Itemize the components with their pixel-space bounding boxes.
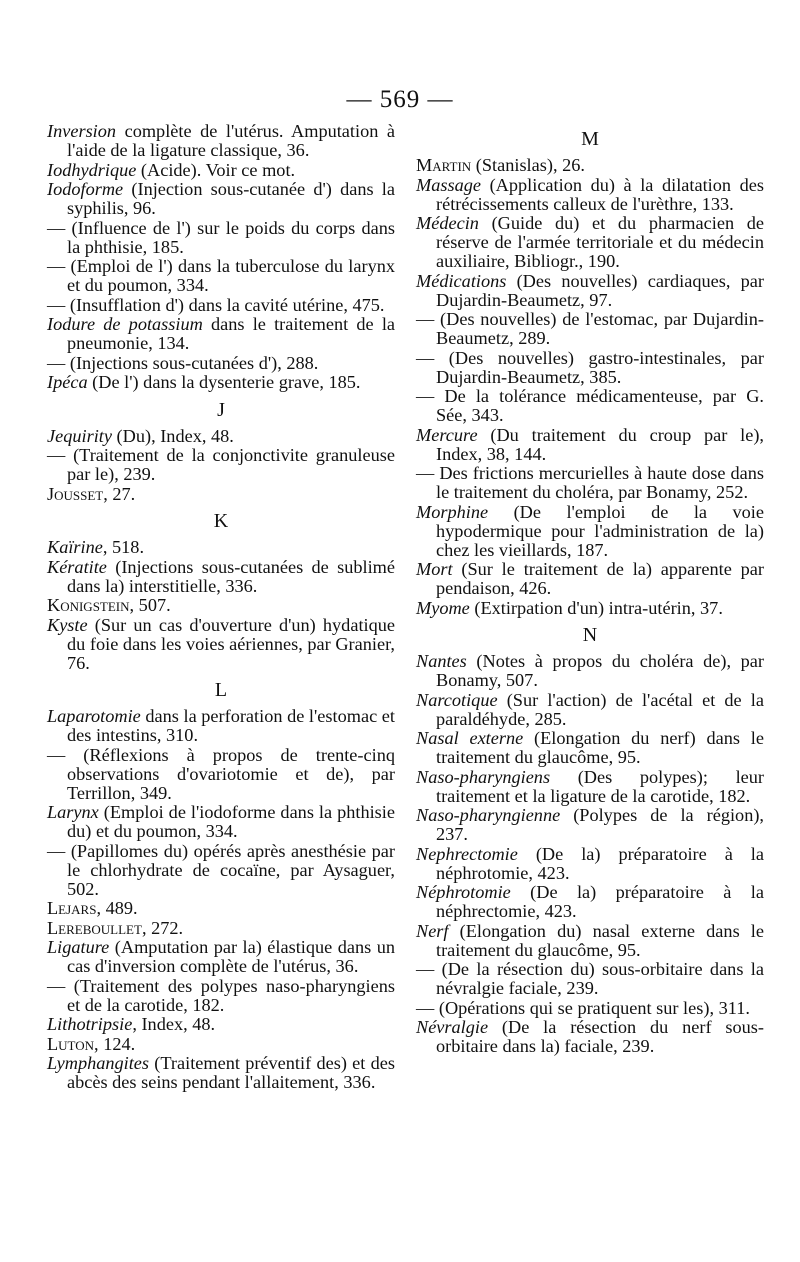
entry-text: — (Des nouvelles) gastro-intestinales, par Dujardin-Beaumetz, 385. <box>416 347 764 387</box>
entry-text: (Elongation du nerf) dans le traitement du glaucôme, 95. <box>436 728 764 767</box>
index-entry <box>416 806 764 844</box>
index-entry <box>416 768 764 806</box>
entry-text: , 518. <box>102 537 145 557</box>
entry-text: (Sur un cas d'ouverture d'un) hydatique du foie dans les voies aériennes, par Granier, 76. <box>67 614 395 673</box>
entry-headword: Kaïrine <box>47 537 103 557</box>
entry-headword: Laparotomie <box>47 706 141 726</box>
entry-text: — (Traitement des polypes naso-pharyngiens et de la carotide, 182. <box>47 975 395 1015</box>
entry-text: (Polypes de la région), 237. <box>436 805 764 844</box>
entry-text: (De la) préparatoire à la néphrotomie, 423. <box>436 843 764 883</box>
entry-text: — (Influence de l') sur le poids du corps dans la phthisie, 185. <box>47 217 395 257</box>
entry-text: (Des nouvelles) cardiaques, par Dujardin-Beaumetz, 97. <box>436 270 764 310</box>
entry-text: (Notes à propos du choléra de), par Bonamy, 507. <box>436 651 764 690</box>
index-entry <box>47 977 395 1015</box>
index-entry <box>47 257 395 295</box>
entry-text: (Injection sous-cutanée d') dans la syphilis, 96. <box>67 179 395 218</box>
entry-text: (Acide). Voir ce mot. <box>136 159 296 180</box>
entry-text: (De la) préparatoire à la néphrectomie, 423. <box>436 882 764 921</box>
entry-text: — (Emploi de l') dans la tuberculose du larynx et du poumon, 334. <box>47 256 395 295</box>
left-column <box>47 122 395 1093</box>
entry-text: (Injections sous-cutanées de sublimé dans la) interstitielle, 336. <box>67 556 395 596</box>
page-number: — 569 — <box>346 86 454 113</box>
entry-headword: Larynx <box>47 802 99 822</box>
index-entry <box>416 560 764 598</box>
entry-text: — (Des nouvelles) de l'estomac, par Dujardin-Beaumetz, 289. <box>416 309 764 348</box>
index-entry <box>47 180 395 218</box>
index-entry <box>416 272 764 310</box>
entry-headword: Iodhydrique <box>47 159 137 180</box>
entry-text: — (Insufflation d') dans la cavité utérine, 475. <box>47 294 385 315</box>
entry-headword: Ipéca <box>47 372 88 392</box>
entry-headword: Jequirity <box>47 425 112 446</box>
entry-headword: Lymphangites <box>47 1053 150 1073</box>
entry-text: — (Injections sous-cutanées d'), 288. <box>47 352 319 373</box>
entry-text: — (Réflexions à propos de trente-cinq observations d'ovariotomie et de), par Terrillon, 349. <box>47 744 395 803</box>
entry-headword: Narcotique <box>416 689 498 710</box>
entry-headword: Morphine <box>416 501 489 522</box>
index-entry <box>47 1035 395 1054</box>
index-entry <box>47 427 395 446</box>
entry-text: (Sur le traitement de la) apparente par pendaison, 426. <box>436 559 764 598</box>
entry-text: — (Traitement de la conjonctivite granuleuse par le), 239. <box>47 445 395 484</box>
entry-headword: Néphrotomie <box>416 882 511 902</box>
entry-text: — (Opérations qui se pratiquent sur les), 311. <box>416 997 750 1018</box>
entry-text: complète de l'utérus. Amputation à l'aide de la ligature classique, 36. <box>67 121 395 160</box>
entry-headword: Luton <box>47 1033 95 1054</box>
entry-text: , 124. <box>94 1033 136 1054</box>
entry-text: (Guide du) et du pharmacien de réserve de l'armée territoriale et du médecin auxiliaire, Bibliogr., 190. <box>436 213 764 271</box>
index-entry <box>416 845 764 883</box>
entry-text: (Du traitement du croup par le), Index, 38, 144. <box>436 424 764 464</box>
entry-headword: Nerf <box>416 920 449 941</box>
entry-text: (Elongation du) nasal externe dans le traitement du glaucôme, 95. <box>436 920 764 960</box>
index-entry <box>47 616 395 673</box>
entry-text: (Du), Index, 48. <box>111 425 234 446</box>
index-entry <box>416 156 764 175</box>
entry-headword: Médications <box>416 270 507 291</box>
index-entry <box>47 1054 395 1092</box>
index-entry <box>47 538 395 557</box>
index-entry <box>47 919 395 938</box>
index-entry <box>47 446 395 484</box>
index-entry <box>416 503 764 560</box>
section-letter: M <box>581 128 599 150</box>
entry-text: (Application du) à la dilatation des rétrécissements calleux de l'urèthre, 133. <box>436 174 764 214</box>
index-entry <box>47 746 395 803</box>
index-entry <box>47 899 395 918</box>
entry-headword: Nasal externe <box>416 728 524 748</box>
entry-headword: Lejars <box>47 898 97 918</box>
entry-headword: Lithotripsie <box>47 1014 133 1034</box>
entry-text: (Traitement préventif des) et des abcès des seins pendant l'allaitement, 336. <box>67 1053 395 1092</box>
section-letter: L <box>214 679 228 701</box>
index-entry <box>47 354 395 373</box>
entry-headword: Mercure <box>416 424 478 445</box>
index-entry <box>416 387 764 425</box>
entry-headword: Lereboullet <box>47 917 142 938</box>
index-entry <box>416 691 764 729</box>
entry-text: (De l') dans la dysenterie grave, 185. <box>87 372 361 392</box>
index-entry <box>47 803 395 841</box>
entry-text: (Sur l'action) de l'acétal et de la paraldéhyde, 285. <box>436 689 764 729</box>
entry-text: — De la tolérance médicamenteuse, par G. Sée, 343. <box>416 386 764 425</box>
index-entry <box>416 214 764 271</box>
entry-headword: Jousset <box>47 483 104 504</box>
index-entry <box>47 373 395 392</box>
entry-text: — (Papillomes du) opérés après anesthésie par le chlorhydrate de cocaïne, par Aysaguer, 502. <box>47 840 395 899</box>
index-entry <box>47 122 395 160</box>
entry-text: — Des frictions mercurielles à haute dose dans le traitement du choléra, par Bonamy, 252. <box>416 463 764 502</box>
index-entry <box>47 842 395 899</box>
entry-text: (Stanislas), 26. <box>471 155 585 175</box>
index-entry <box>47 1015 395 1034</box>
section-letter: J <box>217 398 225 421</box>
entry-text: (De l'emploi de la voie hypodermique pour l'administration de la) chez les vieillards, 187. <box>436 501 764 560</box>
entry-headword: Myome <box>416 597 470 618</box>
index-entry <box>416 960 764 998</box>
index-entry <box>416 464 764 502</box>
index-entry <box>416 426 764 464</box>
index-entry <box>47 707 395 745</box>
index-entry <box>47 219 395 257</box>
index-entry <box>47 315 395 353</box>
entry-headword: Konigstein <box>47 595 130 615</box>
index-entry <box>416 176 764 214</box>
index-entry <box>47 596 395 615</box>
index-entry <box>416 883 764 921</box>
entry-text: , 272. <box>141 917 184 938</box>
entry-text: (Des polypes); leur traitement et la ligature de la carotide, 182. <box>436 766 764 806</box>
section-letter: K <box>213 510 229 532</box>
entry-headword: Nantes <box>416 651 467 671</box>
index-entry <box>47 938 395 976</box>
index-entry <box>416 310 764 348</box>
right-column <box>416 122 764 1057</box>
entry-text: — (De la résection du) sous-orbitaire dans la névralgie faciale, 239. <box>416 959 764 998</box>
index-entry <box>416 599 764 618</box>
index-entry <box>416 1018 764 1056</box>
index-entry <box>416 922 764 960</box>
index-entry <box>416 729 764 767</box>
entry-headword: Naso-pharyngienne <box>416 805 561 825</box>
index-entry <box>416 999 764 1018</box>
entry-headword: Nephrectomie <box>416 843 518 864</box>
entry-text: (Emploi de l'iodoforme dans la phthisie du) et du poumon, 334. <box>67 802 395 841</box>
index-entry <box>47 485 395 504</box>
index-entry <box>47 161 395 180</box>
entry-headword: Kératite <box>47 556 107 577</box>
entry-headword: Iodure de potassium <box>47 314 203 334</box>
index-entry <box>416 652 764 690</box>
entry-text: , Index, 48. <box>132 1014 216 1034</box>
entry-headword: Kyste <box>47 614 88 635</box>
entry-headword: Ligature <box>47 937 110 957</box>
entry-text: dans la perforation de l'estomac et des intestins, 310. <box>67 706 395 745</box>
entry-headword: Naso-pharyngiens <box>416 766 551 787</box>
entry-headword: Iodoforme <box>47 179 124 199</box>
entry-headword: Martin <box>416 155 472 175</box>
entry-text: , 507. <box>129 595 171 615</box>
entry-headword: Inversion <box>47 121 117 141</box>
entry-text: (De la résection du nerf sous-orbitaire dans la) faciale, 239. <box>436 1017 764 1056</box>
index-entry <box>47 296 395 315</box>
entry-headword: Névralgie <box>416 1017 489 1037</box>
entry-text: dans le traitement de la pneumonie, 134. <box>67 314 396 353</box>
entry-headword: Médecin <box>416 213 479 233</box>
entry-headword: Mort <box>416 559 453 579</box>
index-entry <box>416 349 764 387</box>
entry-text: (Amputation par la) élastique dans un cas d'inversion complète de l'utérus, 36. <box>67 937 395 976</box>
index-entry <box>47 558 395 596</box>
entry-text: (Extirpation d'un) intra-utérin, 37. <box>469 597 723 618</box>
entry-headword: Massage <box>416 174 481 195</box>
entry-text: , 489. <box>96 898 138 918</box>
entry-text: , 27. <box>103 483 136 504</box>
section-letter: N <box>582 624 598 646</box>
